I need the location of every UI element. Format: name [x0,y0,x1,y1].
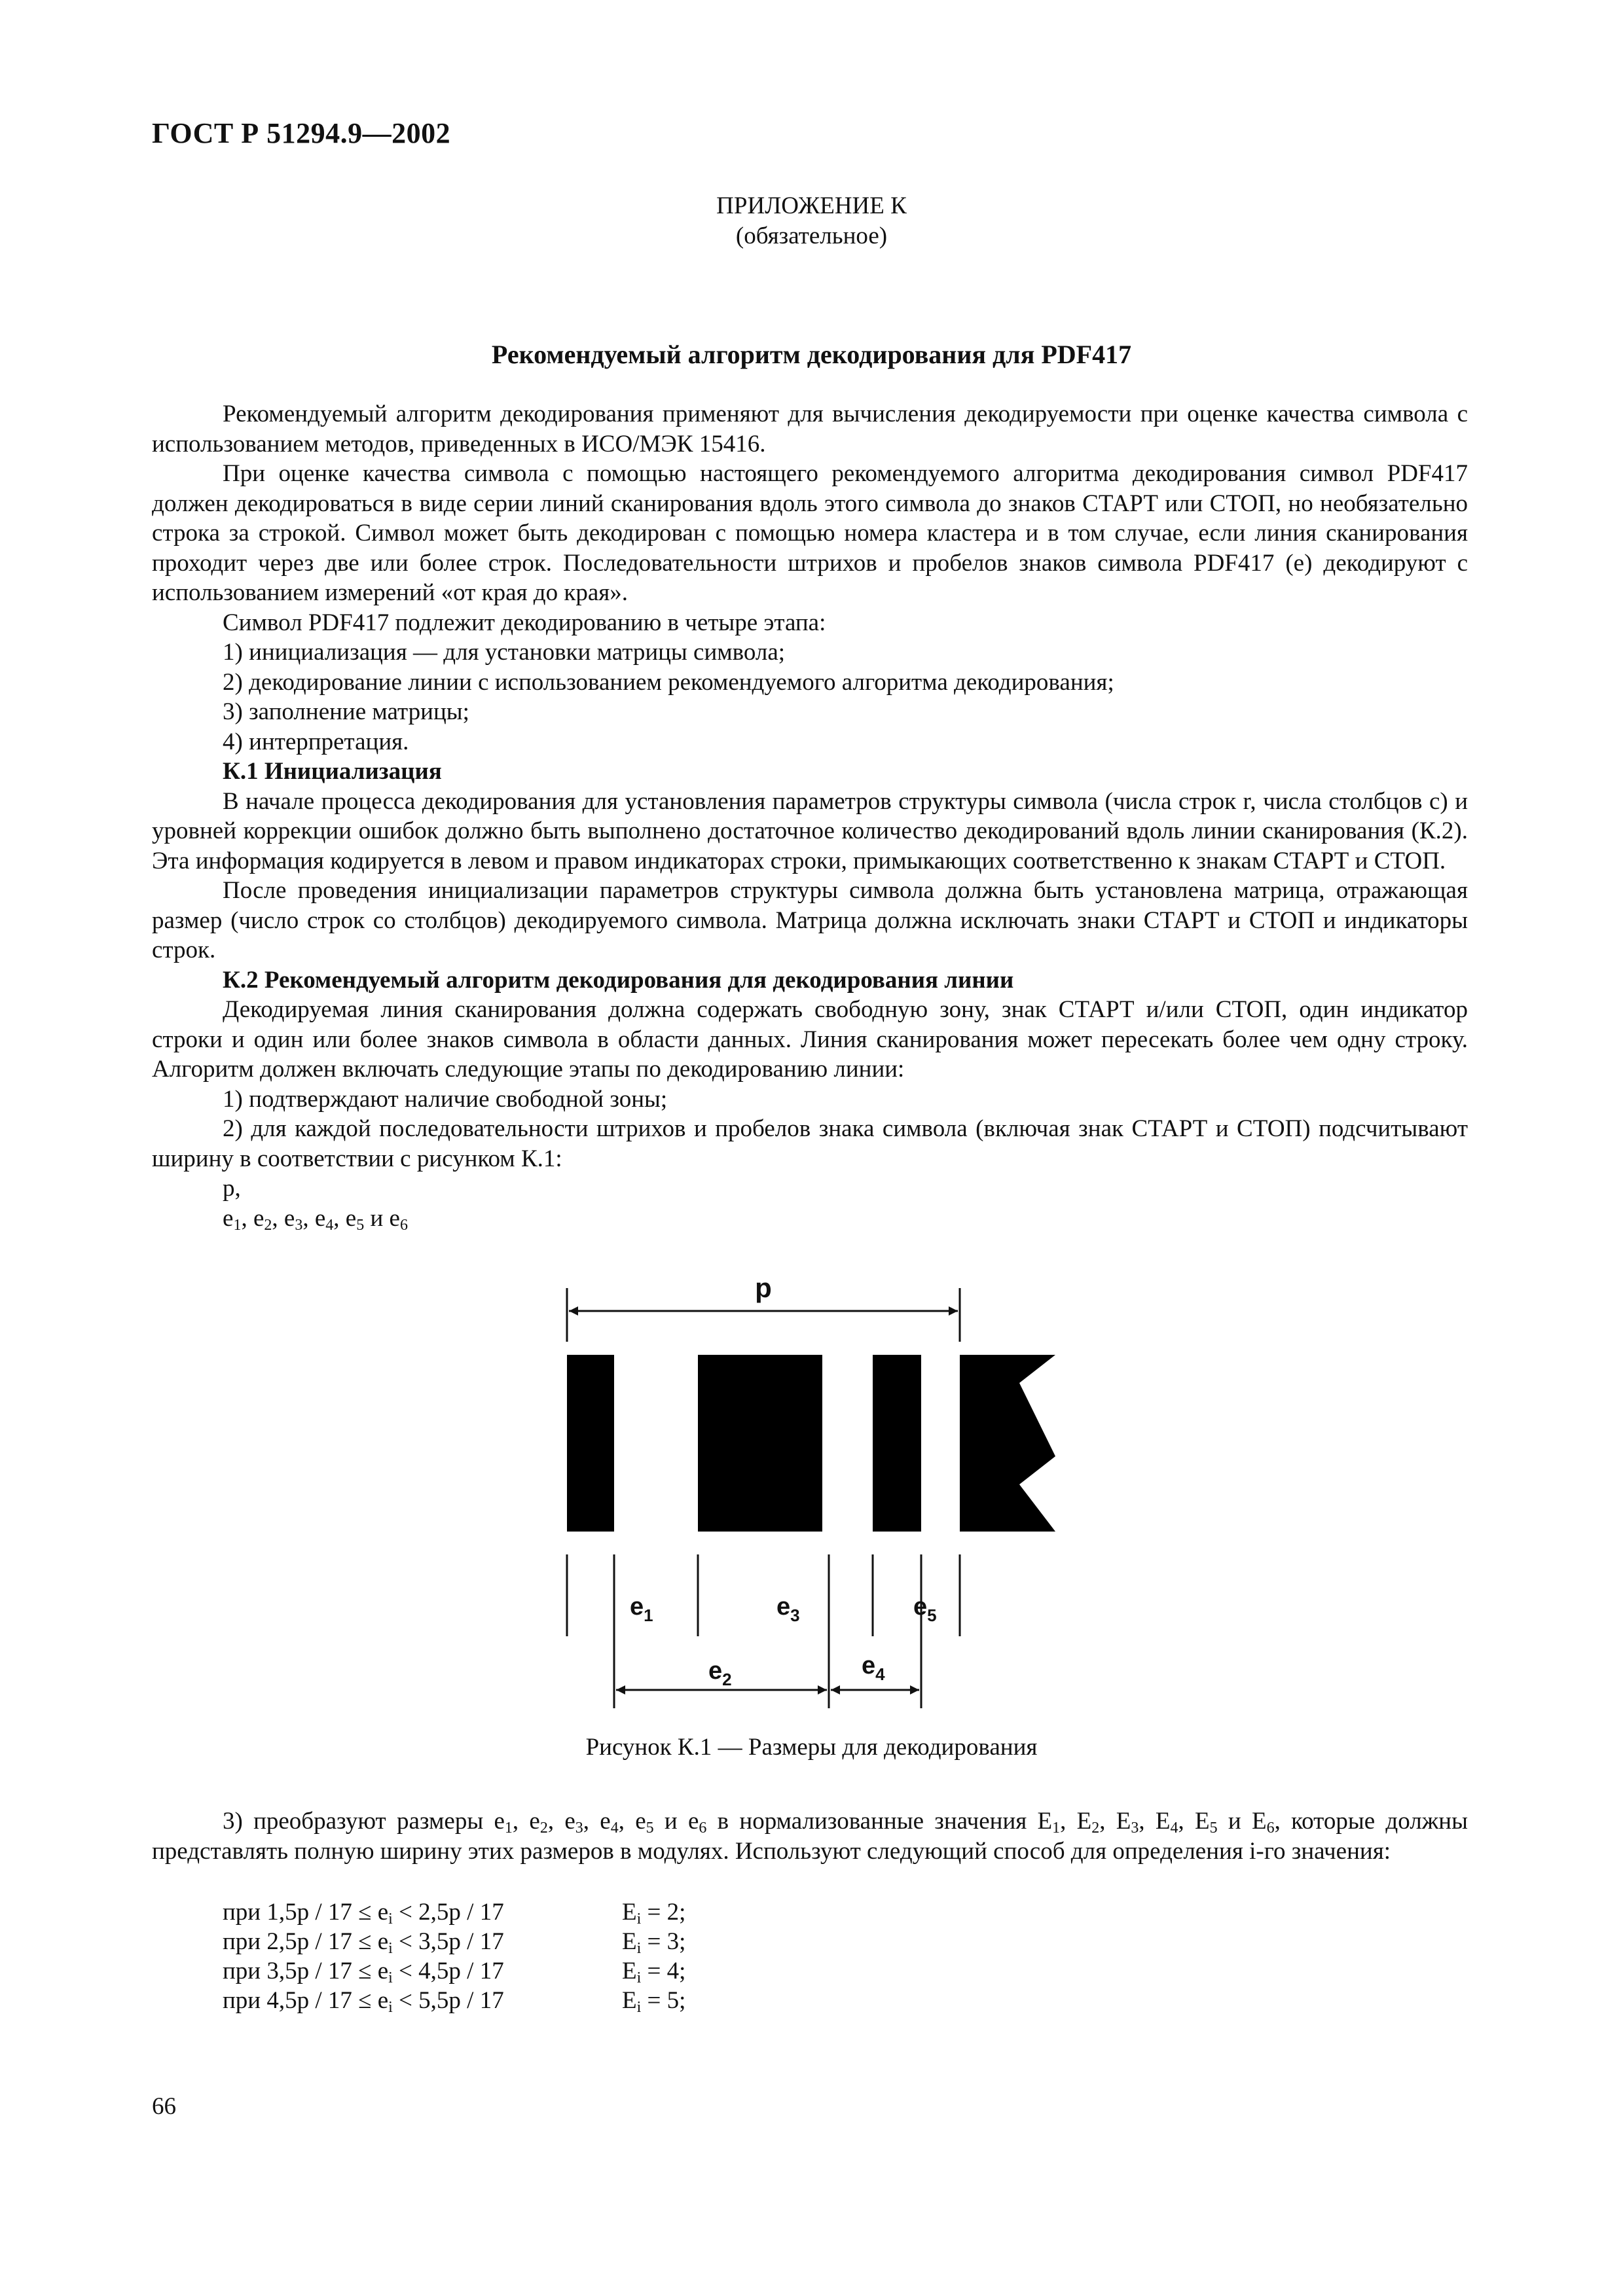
k1-heading: К.1 Инициализация [223,758,442,785]
label-e3: $e_3$ [776,1593,800,1625]
p-label: p [755,1272,772,1303]
intro-paragraph: При оценке качества символа с помощью настоящего рекомендуемого алгоритма декодирования символ PDF417 должен декодироваться в виде серии линий сканирования вдоль этого символа до знаков СТАРТ или СТОП, но необязательно строка за строкой. Символ может быть декодирован с помощью номера кластера и в том случае, если линия сканирования проходит через две или более строк. Последовательности штрихов и пробелов знаков символа PDF417 (е) декодируют с использованием измерений «от края до края». [152,460,1468,606]
variable-p: p, [223,1175,241,1202]
appendix-status: (обязательное) [735,223,888,249]
k1-paragraph: После проведения инициализации параметров структуры символа должна быть установлена матрица, отражающая размер (число строк со столбцов) декодируемого символа. Матрица должна исключать знаки СТАРТ и СТОП и индикаторы строк. [152,877,1468,963]
section-title: Рекомендуемый алгоритм декодирования для PDF417 [491,340,1132,369]
k1-paragraph: В начале процесса декодирования для установления параметров структуры символа (числа строк r, числа столбцов c) и уровней коррекции ошибок должно быть выполнено достаточное количество декодирований вдоль линии сканирования (К.2). Эта информация кодируется в левом и правом индикаторах строки, примыкающих соответственно к знакам СТАРТ и СТОП. [152,787,1468,874]
intro-paragraph: Символ PDF417 подлежит декодированию в четыре этапа: [223,609,826,636]
k2-heading: К.2 Рекомендуемый алгоритм декодирования для декодирования линии [223,966,1014,994]
step-3-text [152,1806,1468,1866]
bar-e5 [873,1355,921,1532]
k2-step-2: 2) для каждой последовательности штрихов и пробелов знака символа (включая знак СТАРТ и СТОП) подсчитывают ширину в соответствии с рисунком К.1: [152,1115,1468,1172]
label-e4: $e_4$ [862,1652,885,1684]
variable-e-list: $e_1$, $e_2$, $e_3$, $e_4$, $e_5$ и $e_6$ [223,1204,408,1234]
appendix-heading [0,191,1623,251]
k2-step-1: 1) подтверждают наличие свободной зоны; [223,1085,668,1113]
k2-paragraph: Декодируемая линия сканирования должна содержать свободную зону, знак СТАРТ и/или СТОП, один индикатор строки и один или более знаков символа в области данных. Линия сканирования может пересекать более чем одну строку. Алгоритм должен включать следующие этапы по декодированию линии: [152,996,1468,1083]
document-page: ГОСТ Р 51294.9—2002 ПРИЛОЖЕНИЕ К (обязательное) Рекомендуемый алгоритм декодирования для PDF417 Рекомендуемый алгоритм декодирования применяют для вычисления декодируемости при оценке качества символа с использованием методов, приведенных в ИСО/МЭК 15416. При оценке качества символа с помощью настоящего рекомендуемого алгоритма декодирования символ PDF417 должен декодироваться в виде серии линий сканирования вдоль этого символа до знаков СТАРТ или СТОП, но необязательно строка за строкой. Символ может быть декодирован с помощью номера кластера и в том случае, если линия сканирования проходит через две или более строк. Последовательности штрихов и пробелов знаков символа PDF417 (е) декодируют с использованием измерений «от края до края». Символ PDF417 подлежит декодированию в четыре этапа: 1) инициализация — для установки матрицы символа; 2) декодирование линии с использованием рекомендуемого алгоритма декодирования; 3) заполнение матрицы; 4) интерпретация. К.1 Инициализация В начале процесса декодирования для установления параметров структуры символа (числа строк r, числа столбцов c) и уровней коррекции ошибок должно быть выполнено достаточное количество декодирований вдоль линии сканирования (К.2). Эта информация кодируется в левом и правом индикаторах строки, примыкающих соответственно к знакам СТАРТ и СТОП. После проведения инициализации параметров структуры символа должна быть установлена матрица, отражающая размер (число строк со столбцов) декодируемого символа. Матрица должна исключать знаки СТАРТ и СТОП и индикаторы строк. К.2 Рекомендуемый алгоритм декодирования для декодирования линии Декодируемая линия сканирования должна содержать свободную зону, знак СТАРТ и/или СТОП, один индикатор строки и один или более знаков символа в области данных. Линия сканирования может пересекать более чем одну строку. Алгоритм должен включать следующие этапы по декодированию линии: 1) подтверждают наличие свободной зоны; 2) для каждой последовательности штрихов и пробелов знака символа (включая знак СТАРТ и СТОП) подсчитывают ширину в соответствии с рисунком К.1: p, $e_1$, $e_2$, $e_3$, $e_4$, $e_5$ и $e_6$ p $e_1$ $e_3$ $e_5$ $e_2$ $e_4$ Рисунок К.1 — Размеры для декодирования 3) преобразуют размеры $e_1$, $e_2$, $e_3$, $e_4$, $e_5$ и $e_6$ в нормализованные значения $E_1$, $E_2$, $E_3$, $E_4$, $E_5$ и $E_6$, которые должны представлять полную ширину этих размеров в модулях. Используют следующий способ для определения i-го значения: при $1,5p / 17 \le e_i < 2,5p / 17$ $E_i = 2$; при $2,5p / 17 \le e_i < 3,5p / 17$ $E_i = 3$; при $3,5p / 17 \le e_i < 4,5p / 17$ $E_i = 4$; при $4,5p / 17 \le e_i < 5,5p / 17$ $E_i = 5$; 66 [0,0,1623,2296]
stage-item: 2) декодирование линии с использованием рекомендуемого алгоритма декодирования; [223,668,1114,696]
figure-caption: Рисунок К.1 — Размеры для декодирования [585,1734,1038,1761]
stage-item: 1) инициализация — для установки матрицы символа; [223,639,786,666]
stage-item: 4) интерпретация. [223,728,409,755]
bar-e3 [698,1355,822,1532]
label-e1: $e_1$ [630,1593,653,1625]
bar-next-jagged [960,1355,1055,1532]
label-e5: $e_5$ [913,1593,937,1625]
bar-e1 [567,1355,614,1532]
intro-paragraph: Рекомендуемый алгоритм декодирования применяют для вычисления декодируемости при оценке качества символа с использованием методов, приведенных в ИСО/МЭК 15416. [152,401,1468,457]
standard-header: ГОСТ Р 51294.9—2002 [152,117,451,149]
appendix-title: ПРИЛОЖЕНИЕ К [716,192,907,219]
stage-item: 3) заполнение матрицы; [223,698,469,725]
label-e2: $e_2$ [708,1657,732,1689]
step-3-paragraph: 3) преобразуют размеры $e_1$, $e_2$, $e_3$, $e_4$, $e_5$ и $e_6$ в нормализованные значения $E_1$, $E_2$, $E_3$, $E_4$, $E_5$ и $E_6$, которые должны представлять полную ширину этих размеров в модулях. Используют следующий способ для определения i-го значения: [152,1808,1468,1865]
page-number: 66 [152,2093,176,2120]
body-text [152,399,1468,1233]
